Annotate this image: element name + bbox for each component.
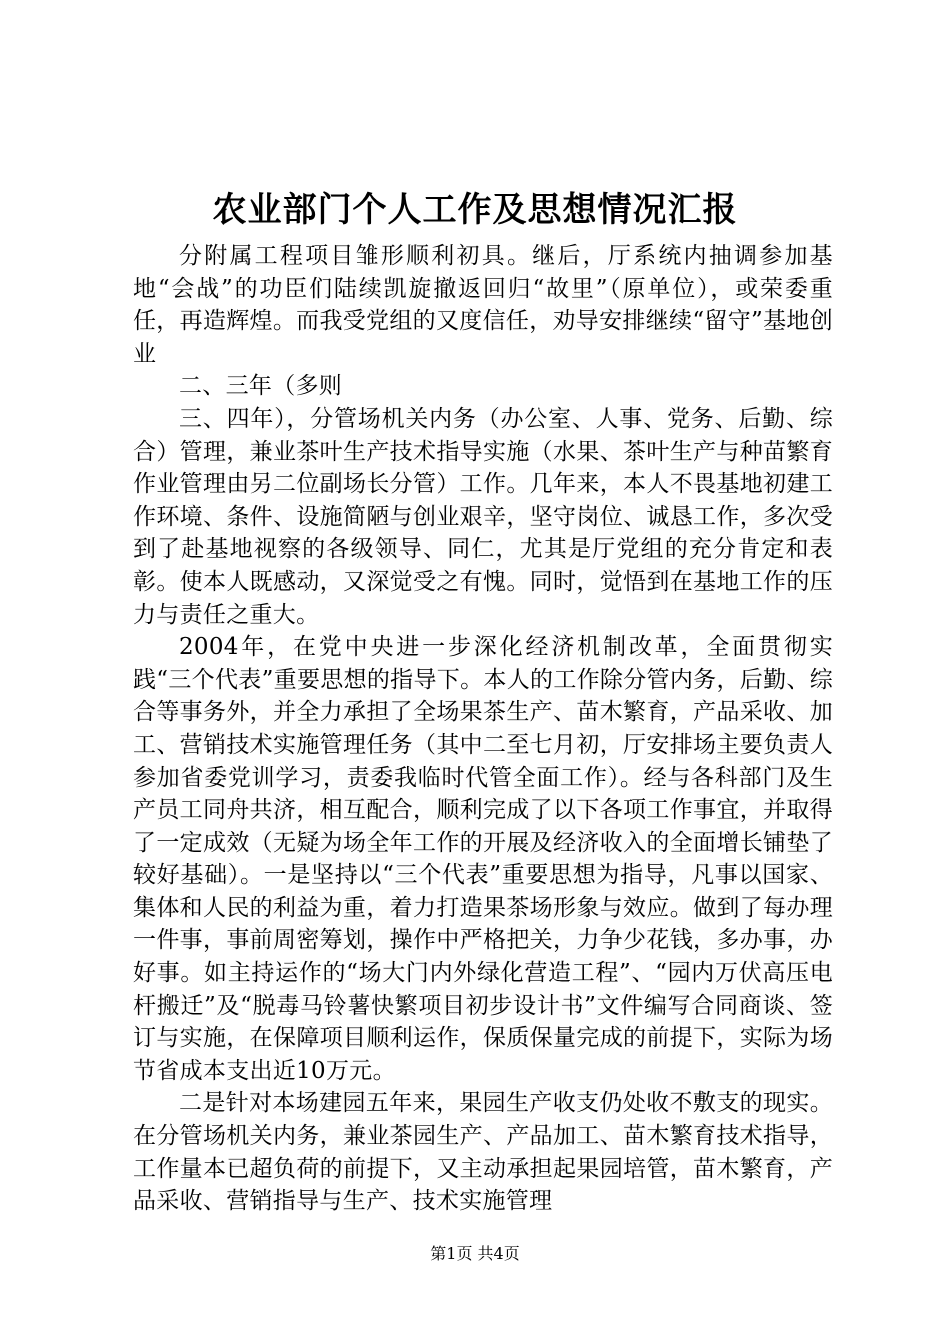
page-footer: 第1页 共4页 bbox=[430, 1244, 520, 1263]
paragraph: 分附属工程项目雏形顺利初具。继后，厅系统内抽调参加基地“会战”的功臣们陆续凯旋撤返回归“故里”（原单位），或荣委重任，再造辉煌。而我受党组的又度信任，劝导安排继续“留守”基地创业 bbox=[133, 243, 833, 367]
paragraph: 三、四年），分管场机关内务（办公室、人事、党务、后勤、综合）管理，兼业茶叶生产技术指导实施（水果、茶叶生产与种苗繁育作业管理由另二位副场长分管）工作。几年来，本人不畏基地初建工作环境、条件、设施简陋与创业艰辛，坚守岗位、诚恳工作，多次受到了赴基地视察的各级领导、同仁，尤其是厅党组的充分肯定和表彰。使本人既感动，又深觉受之有愧。同时，觉悟到在基地工作的压力与责任之重大。 bbox=[133, 405, 833, 628]
paragraph: 2004年，在党中央进一步深化经济机制改革，全面贯彻实践“三个代表”重要思想的指导下。本人的工作除分管内务，后勤、综合等事务外，并全力承担了全场果茶生产、苗木繁育，产品采收、加工、营销技术实施管理任务（其中二至七月初，厅安排场主要负责人参加省委党训学习，责委我临时代管全面工作）。经与各科部门及生产员工同舟共济，相互配合，顺利完成了以下各项工作事宜，并取得了一定成效（无疑为场全年工作的开展及经济收入的全面增长铺垫了较好基础）。一是坚持以“三个代表”重要思想为指导，凡事以国家、集体和人民的利益为重，着力打造果茶场形象与效应。做到了每办理一件事，事前周密筹划，操作中严格把关，力争少花钱，多办事，办好事。如主持运作的“场大门内外绿化营造工程”、“园内万伏高压电杆搬迁”及“脱毒马铃薯快繁项目初步设计书”文件编写合同商谈、签订与实施，在保障项目顺利运作，保质保量完成的前提下，实际为场节省成本支出近10万元。 bbox=[133, 634, 833, 1084]
document-title: 农业部门个人工作及思想情况汇报 bbox=[212, 190, 738, 230]
document-body bbox=[133, 240, 833, 1218]
paragraph: 二是针对本场建园五年来，果园生产收支仍处收不敷支的现实。在分管场机关内务，兼业茶园生产、产品加工、苗木繁育技术指导，工作量本已超负荷的前提下，又主动承担起果园培管，苗木繁育，产品采收、营销指导与生产、技术实施管理 bbox=[133, 1090, 833, 1215]
paragraph: 二、三年（多则 bbox=[179, 373, 343, 400]
